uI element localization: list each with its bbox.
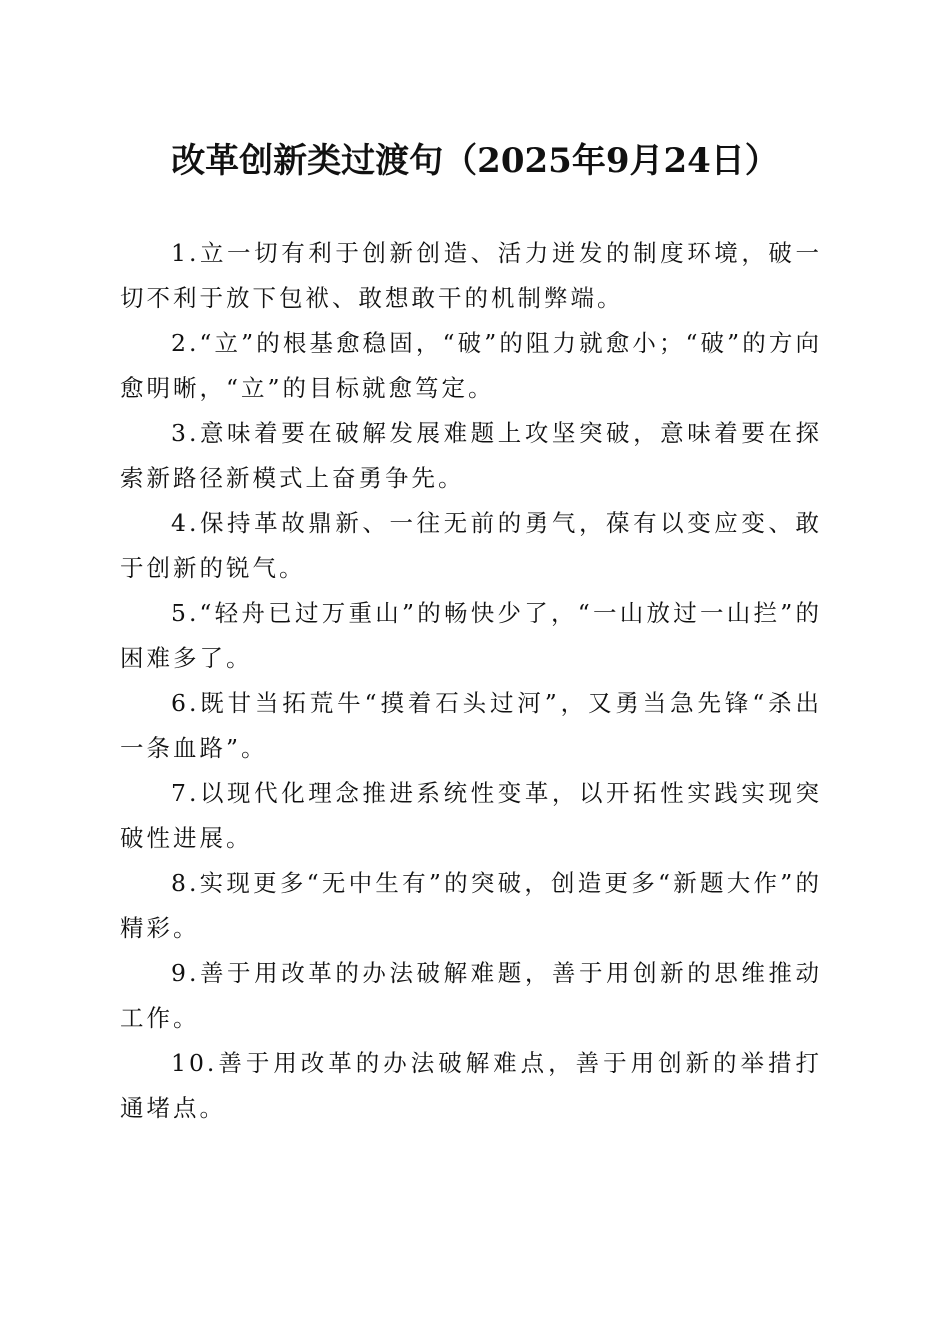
document-body (120, 231, 822, 1131)
paragraph-6: 6.既甘当拓荒牛“摸着石头过河”，又勇当急先锋“杀出一条血路”。 (120, 689, 822, 762)
paragraph-10: 10.善于用改革的办法破解难点，善于用创新的举措打通堵点。 (120, 1049, 822, 1122)
document-title: 改革创新类过渡句（2025年9月24日） (171, 141, 779, 181)
paragraph-8: 8.实现更多“无中生有”的突破，创造更多“新题大作”的精彩。 (120, 869, 822, 942)
paragraph-2: 2.“立”的根基愈稳固，“破”的阻力就愈小；“破”的方向愈明晰，“立”的目标就愈笃定。 (120, 329, 822, 402)
paragraph-5: 5.“轻舟已过万重山”的畅快少了，“一山放过一山拦”的困难多了。 (120, 599, 822, 672)
paragraph-9: 9.善于用改革的办法破解难题，善于用创新的思维推动工作。 (120, 959, 822, 1032)
paragraph-3: 3.意味着要在破解发展难题上攻坚突破，意味着要在探索新路径新模式上奋勇争先。 (120, 419, 822, 492)
paragraph-1: 1.立一切有利于创新创造、活力迸发的制度环境，破一切不利于放下包袱、敢想敢干的机制弊端。 (120, 239, 822, 312)
paragraph-4: 4.保持革故鼎新、一往无前的勇气，葆有以变应变、敢于创新的锐气。 (120, 509, 822, 582)
paragraph-7: 7.以现代化理念推进系统性变革，以开拓性实践实现突破性进展。 (120, 779, 822, 852)
